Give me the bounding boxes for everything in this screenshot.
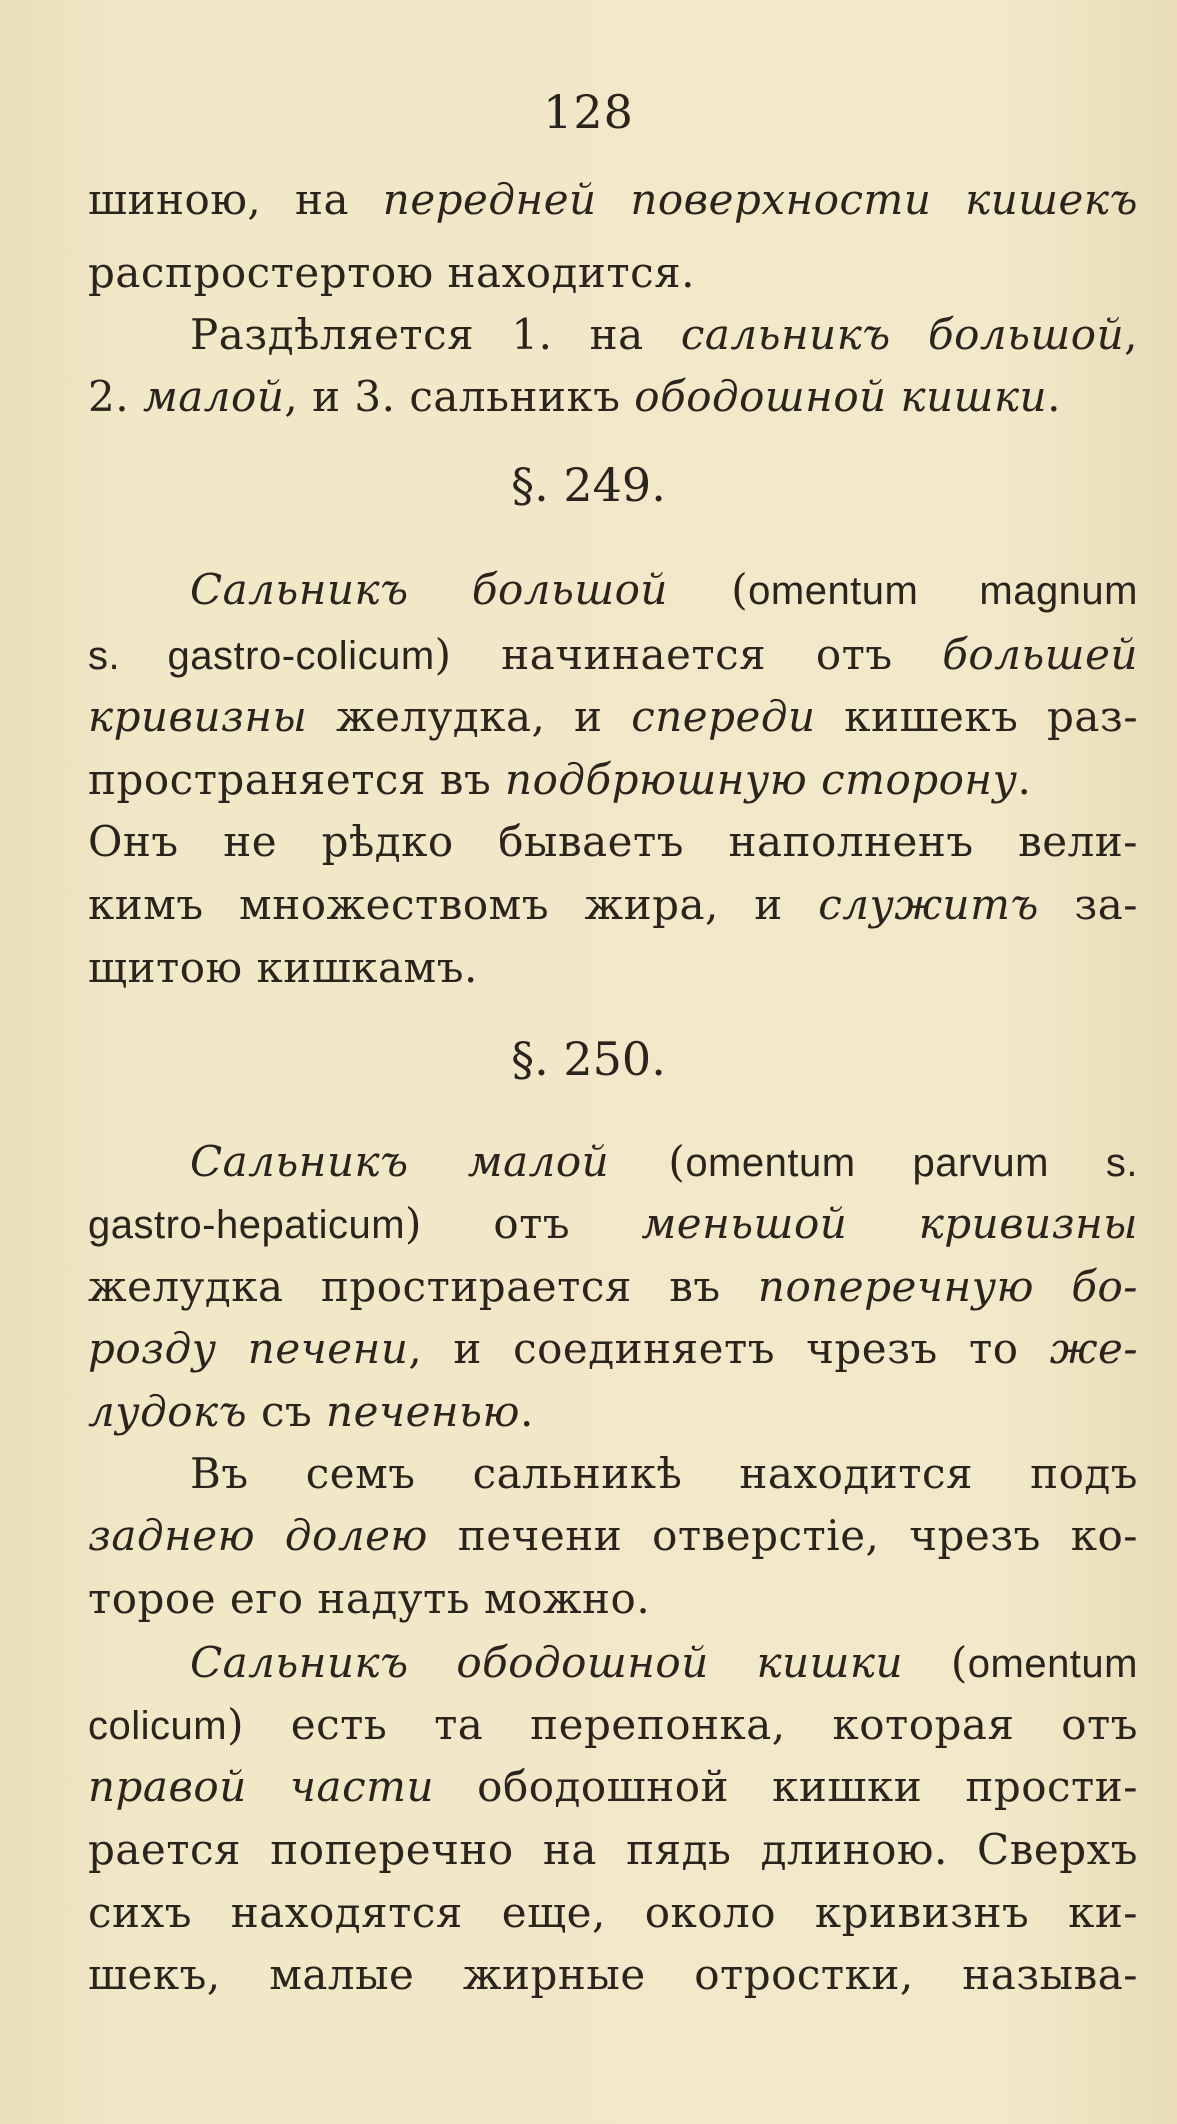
text-segment: кишекъ раз- xyxy=(815,692,1139,741)
italic-term: большей xyxy=(942,630,1138,679)
text-segment: , и 3. сальникъ xyxy=(284,372,635,421)
italic-term: ободошной кишки xyxy=(634,372,1048,421)
text-segment: , xyxy=(1124,310,1138,359)
text-line xyxy=(88,1194,1138,1254)
text-segment: ( xyxy=(903,1638,968,1687)
text-line xyxy=(88,367,1138,427)
text-line xyxy=(88,1820,1138,1880)
text-segment: кимъ множествомъ жира, и xyxy=(88,880,819,929)
text-segment: 2. xyxy=(88,372,143,421)
text-segment: желудка простирается въ xyxy=(88,1262,758,1311)
text-segment: ) отъ xyxy=(405,1199,642,1248)
text-line xyxy=(88,1319,1138,1379)
text-line xyxy=(88,243,1138,303)
text-segment: ( xyxy=(609,1137,686,1186)
latin-term: colicum xyxy=(88,1704,228,1748)
section-heading: §. 249. xyxy=(511,458,666,512)
text-segment: рается поперечно на пядь длиною. Сверхъ xyxy=(88,1825,1138,1874)
text-segment: шекъ, малые жирные отростки, называ- xyxy=(88,1950,1138,1999)
italic-term: передней поверхности кишекъ xyxy=(382,175,1138,224)
text-segment: съ xyxy=(247,1387,327,1436)
text-line xyxy=(190,1444,1138,1504)
text-line xyxy=(88,1945,1138,2005)
italic-term: Сальникъ ободошной кишки xyxy=(190,1638,904,1687)
text-line xyxy=(88,170,1138,230)
text-segment: пространяется въ xyxy=(88,755,506,804)
italic-term: поперечную бо- xyxy=(757,1262,1139,1311)
text-line xyxy=(88,687,1138,747)
text-line xyxy=(88,1757,1138,1817)
text-line xyxy=(190,560,1138,620)
text-segment: Онъ не рѣдко бываетъ наполненъ вели- xyxy=(88,817,1138,866)
text-line xyxy=(88,812,1138,872)
text-segment: . xyxy=(1047,372,1061,421)
latin-term: omentum magnum xyxy=(748,569,1138,613)
italic-term: правой части xyxy=(88,1762,434,1811)
section-heading: §. 250. xyxy=(511,1032,666,1086)
text-segment: . xyxy=(1017,755,1032,804)
italic-term: кривизны xyxy=(88,692,308,741)
text-line xyxy=(88,1883,1138,1943)
text-line xyxy=(88,1569,1138,1629)
italic-term: подбрюшную сторону xyxy=(505,755,1018,804)
text-segment: распростертою находится. xyxy=(88,248,696,297)
text-line xyxy=(88,1257,1138,1317)
text-segment: торое его надуть можно. xyxy=(88,1574,651,1623)
text-segment: ободошной кишки прости- xyxy=(434,1762,1138,1811)
text-line xyxy=(88,750,1138,810)
italic-term: служитъ xyxy=(818,880,1039,929)
italic-term: спереди xyxy=(631,692,816,741)
text-segment: Въ семъ сальникѣ находится подъ xyxy=(190,1449,1138,1498)
italic-term: лудокъ xyxy=(88,1387,248,1436)
text-segment: ) начинается отъ xyxy=(434,630,943,679)
text-line xyxy=(88,1506,1138,1566)
latin-term: omentum parvum s. xyxy=(685,1141,1138,1185)
text-segment: Раздѣляется 1. на xyxy=(190,310,681,359)
text-line xyxy=(88,625,1138,685)
italic-term: Сальникъ малой xyxy=(190,1137,610,1186)
text-segment: ) есть та перепонка, которая отъ xyxy=(227,1700,1138,1749)
text-segment: печени отверстіе, чрезъ ко- xyxy=(427,1511,1138,1560)
text-segment: желудка, и xyxy=(307,692,632,741)
page-number: 128 xyxy=(543,85,634,139)
text-line xyxy=(190,1633,1138,1693)
italic-term: заднею долею xyxy=(88,1511,428,1560)
text-line xyxy=(190,1132,1138,1192)
italic-term: розду печени xyxy=(88,1324,409,1373)
text-segment: сихъ находятся еще, около кривизнъ ки- xyxy=(88,1888,1138,1937)
italic-term: меньшой кривизны xyxy=(641,1199,1138,1248)
text-segment: . xyxy=(519,1387,534,1436)
latin-term: omentum xyxy=(967,1642,1138,1686)
text-line xyxy=(88,1382,1138,1442)
italic-term: сальникъ большой xyxy=(680,310,1125,359)
text-line xyxy=(88,875,1138,935)
latin-term: s. gastro-colicum xyxy=(88,634,435,678)
text-segment: за- xyxy=(1038,880,1138,929)
text-segment: , и соединяетъ чрезъ то xyxy=(408,1324,1050,1373)
text-segment: шиною, на xyxy=(88,175,383,224)
latin-term: gastro-hepaticum xyxy=(88,1203,406,1247)
text-line xyxy=(88,938,1138,998)
text-segment: щитою кишкамъ. xyxy=(88,943,478,992)
text-segment: ( xyxy=(667,565,749,614)
text-line xyxy=(190,305,1138,365)
italic-term: печенью xyxy=(326,1387,520,1436)
italic-term: же- xyxy=(1049,1324,1139,1373)
italic-term: малой xyxy=(142,372,285,421)
text-line xyxy=(88,1695,1138,1755)
italic-term: Сальникъ большой xyxy=(190,565,668,614)
